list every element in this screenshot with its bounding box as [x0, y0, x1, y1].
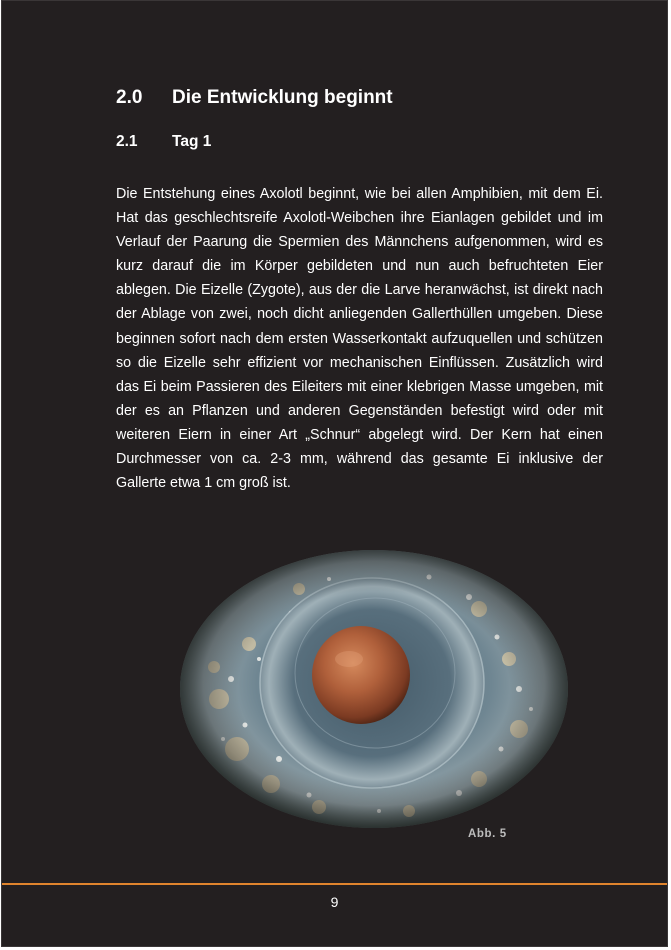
body-paragraph: Die Entstehung eines Axolotl beginnt, wie bei allen Amphibien, mit dem Ei. Hat das geschlechtsreife Axolotl-Weibchen ihre Eianlagen gebildet und im Verlauf der Paarung die Spermien des Männchens aufgenommen, wird es kurz darauf die im Körper gebildeten und nun auch befruchteten Eier ablegen. Die Eizelle (Zygote), aus der die Larve heranwächst, ist direkt nach der Ablage von zwei, noch dicht anliegenden Gallerthüllen umgeben. Diese beginnen sofort nach dem ersten Wasserkontakt aufzuquellen und schützen so die Eizelle sehr effizient vor mechanischen Einflüssen. Zusätzlich wird das Ei beim Passieren des Eileiters mit einer klebrigen Masse umgeben, mit der es an Pflanzen und anderen Gegenständen befestigt wird oder mit weiteren Eiern in einer Art „Schnur“ abgelegt wird. Der Kern hat einen Durchmesser von ca. 2-3 mm, während das gesamte Ei inklusive der Gallerte etwa 1 cm groß ist. [116, 186, 603, 492]
section-number: 2.0 [116, 87, 143, 108]
footer-divider [2, 883, 667, 885]
section-title: Die Entwicklung beginnt [172, 87, 393, 108]
figure-caption: Abb. 5 [468, 828, 507, 840]
page-number: 9 [330, 894, 339, 910]
axolotl-egg-photo [179, 549, 569, 829]
subsection-title: Tag 1 [172, 133, 212, 150]
subsection-number: 2.1 [116, 133, 138, 150]
document-page [1, 0, 668, 947]
